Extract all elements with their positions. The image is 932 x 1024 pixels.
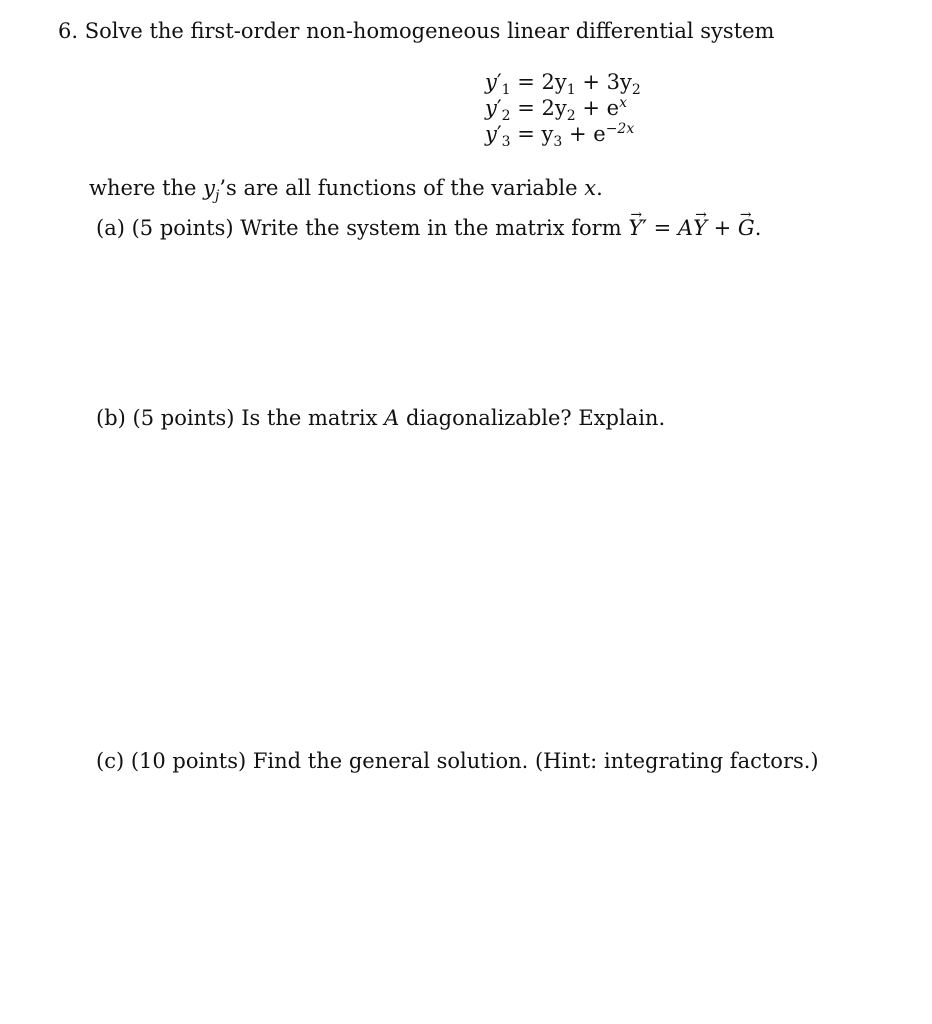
problem-header — [58, 21, 774, 42]
part-a-points: (5 points) — [131, 216, 234, 240]
part-a: (a) (5 points) Write the system in the matrix form → Y′ = A→ Y + → G. — [96, 218, 761, 239]
equation-2: $y'_2 = 2y_2 + e^x$ — [485, 95, 627, 125]
equation-3: $y'_3 = y_3 + e^{-2x}$ — [485, 121, 635, 151]
problem-number: 6. — [58, 19, 79, 43]
where-clause: where the $y_j’s$ are all functions of the variable x. — [89, 176, 603, 205]
equation-1: $y'_1 = 2y_1 + 3y_2$ — [485, 70, 641, 99]
part-c-text: Find the general solution. (Hint: integrating factors.) — [252, 749, 819, 773]
part-a-label: (a) — [96, 216, 125, 240]
part-a-text: Write the system in the matrix form — [240, 216, 629, 240]
part-c — [96, 751, 819, 772]
problem-statement: Solve the first-order non-homogeneous linear differential system — [84, 19, 775, 43]
part-b-points: (5 points) — [132, 406, 235, 430]
part-c-points: (10 points) — [130, 749, 247, 773]
part-b: (b) (5 points) Is the matrix A diagonalizable? Explain. — [96, 406, 666, 430]
part-c-label: (c) — [96, 749, 125, 773]
part-b-label: (b) — [96, 406, 126, 430]
